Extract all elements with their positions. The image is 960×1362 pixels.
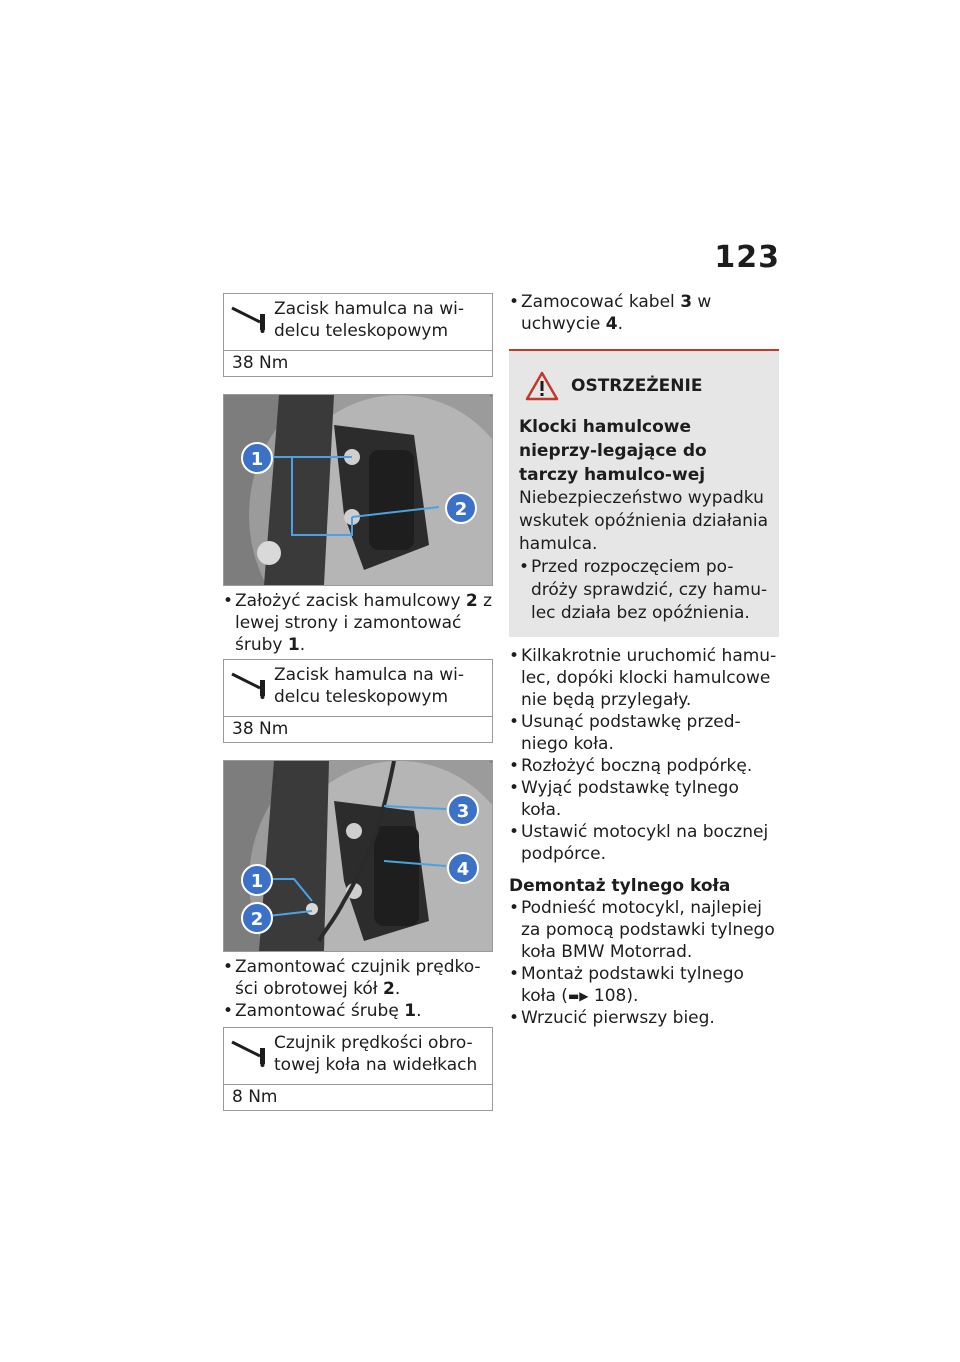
list-item: • Zamontować śrubę 1. xyxy=(223,1000,493,1022)
torque-spec-sensor xyxy=(223,1027,493,1111)
warning-body: Niebezpieczeństwo wypadku wskutek opóźnienia działania hamulca. xyxy=(519,488,769,554)
list-item: • Kilkakrotnie uruchomić hamu-lec, dopóki klocki hamulcowe nie będą przylegały. xyxy=(509,645,779,711)
list-item: • Montaż podstawki tylnego koła (▬▶ 108). xyxy=(509,963,779,1007)
photo-speed-sensor xyxy=(223,760,493,952)
list-item: • Założyć zacisk hamulcowy 2 z lewej strony i zamontować śruby 1. xyxy=(223,590,493,656)
list-item: • Przed rozpoczęciem po-dróży sprawdzić, czy hamu-lec działa bez opóźnienia. xyxy=(519,556,769,625)
torque-wrench-icon xyxy=(230,1038,270,1068)
callout-1: 1 xyxy=(250,871,264,892)
torque-value: 38 Nm xyxy=(232,719,289,739)
left-column xyxy=(223,293,493,1111)
list-item: • Zamocować kabel 3 w uchwycie 4. xyxy=(509,291,779,335)
steps-list-rear-wheel xyxy=(509,897,779,1029)
torque-value: 8 Nm xyxy=(232,1087,278,1107)
warning-triangle-icon xyxy=(525,371,559,401)
list-item: • Podnieść motocykl, najlepiej za pomocą podstawki tylnego koła BMW Motorrad. xyxy=(509,897,779,963)
callout-2: 2 xyxy=(454,499,468,520)
callout-4: 4 xyxy=(456,859,470,880)
list-item: • Rozłożyć boczną podpórkę. xyxy=(509,755,779,777)
page-reference-arrow-icon: ▬▶ xyxy=(567,989,589,1003)
right-column xyxy=(509,291,779,1029)
steps-list-2 xyxy=(223,956,493,1022)
list-item: • Usunąć podstawkę przed-niego koła. xyxy=(509,711,779,755)
warning-box xyxy=(509,349,779,637)
warning-subtitle: Klocki hamulcowe nieprzy-legające do tarczy hamulco-wej xyxy=(519,417,707,485)
list-item: • Zamontować czujnik prędko-ści obrotowej kół 2. xyxy=(223,956,493,1000)
torque-wrench-icon xyxy=(230,304,270,334)
section-title: Demontaż tylnego koła xyxy=(509,876,731,896)
torque-spec-caliper-2 xyxy=(223,659,493,743)
list-item: • Wrzucić pierwszy bieg. xyxy=(509,1007,779,1029)
torque-wrench-icon xyxy=(230,670,270,700)
torque-label: Czujnik prędkości obro-towej koła na widełkach xyxy=(274,1033,478,1075)
page-reference-link[interactable]: 108). xyxy=(593,986,639,1006)
torque-value: 38 Nm xyxy=(232,353,289,373)
photo-brake-caliper xyxy=(223,394,493,586)
callout-3: 3 xyxy=(456,801,470,822)
torque-label: Zacisk hamulca na wi-delcu teleskopowym xyxy=(274,299,465,341)
callout-2: 2 xyxy=(250,909,264,930)
steps-list-top xyxy=(509,291,779,335)
page-number: 123 xyxy=(714,240,780,275)
steps-list-main xyxy=(509,645,779,865)
list-item: • Ustawić motocykl na bocznej podpórce. xyxy=(509,821,779,865)
torque-spec-caliper-1 xyxy=(223,293,493,377)
callout-1: 1 xyxy=(250,449,264,470)
warning-title: OSTRZEŻENIE xyxy=(571,376,703,396)
torque-label: Zacisk hamulca na wi-delcu teleskopowym xyxy=(274,665,465,707)
steps-list-1 xyxy=(223,590,493,656)
list-item: • Wyjąć podstawkę tylnego koła. xyxy=(509,777,779,821)
warning-list xyxy=(519,556,769,625)
